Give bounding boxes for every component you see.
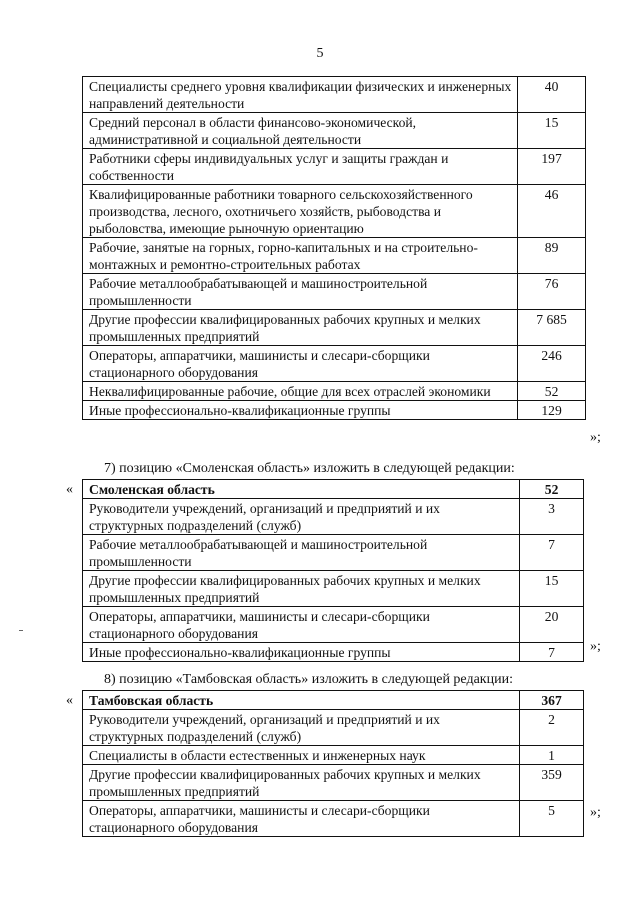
opening-quote: « xyxy=(66,693,73,708)
table-row xyxy=(83,346,586,382)
profession-group: Специалисты в области естественных и инженерных наук xyxy=(83,746,520,765)
smolensk-table xyxy=(82,479,584,662)
profession-group: Операторы, аппаратчики, машинисты и слесари-сборщики стационарного оборудования xyxy=(83,801,520,837)
region-name: Тамбовская область xyxy=(83,691,520,710)
quota-count: 1 xyxy=(520,746,584,765)
table-row xyxy=(83,77,586,113)
quota-count: 89 xyxy=(518,238,586,274)
closing-quote: »; xyxy=(590,639,601,654)
quota-count: 7 685 xyxy=(518,310,586,346)
professions-table-continued xyxy=(82,76,586,420)
table-row xyxy=(83,535,584,571)
table-row xyxy=(83,274,586,310)
profession-group: Иные профессионально-квалификационные группы xyxy=(83,643,520,662)
quota-count: 15 xyxy=(518,113,586,149)
quota-count: 129 xyxy=(518,401,586,420)
section-8-intro: 8) позицию «Тамбовская область» изложить в следующей редакции: xyxy=(104,672,513,687)
opening-quote: « xyxy=(66,482,73,497)
profession-group: Неквалифицированные рабочие, общие для всех отраслей экономики xyxy=(83,382,518,401)
quota-count: 197 xyxy=(518,149,586,185)
table-row xyxy=(83,801,584,837)
quota-count: 5 xyxy=(520,801,584,837)
table-row xyxy=(83,571,584,607)
quota-count: 46 xyxy=(518,185,586,238)
margin-mark xyxy=(19,630,23,631)
table-row xyxy=(83,746,584,765)
table-row xyxy=(83,310,586,346)
quota-count: 40 xyxy=(518,77,586,113)
quota-count: 246 xyxy=(518,346,586,382)
profession-group: Квалифицированные работники товарного сельскохозяйственного производства, лесного, охотничьего хозяйств, рыбоводства и рыболовства, имеющие рыночную ориентацию xyxy=(83,185,518,238)
quota-count: 7 xyxy=(520,535,584,571)
table-row xyxy=(83,113,586,149)
quota-count: 3 xyxy=(520,499,584,535)
table-row xyxy=(83,185,586,238)
quota-count: 20 xyxy=(520,607,584,643)
region-total: 52 xyxy=(520,480,584,499)
profession-group: Руководители учреждений, организаций и предприятий и их структурных подразделений (служб) xyxy=(83,710,520,746)
table-row xyxy=(83,710,584,746)
profession-group: Рабочие металлообрабатывающей и машиностроительной промышленности xyxy=(83,535,520,571)
table-header-row xyxy=(83,691,584,710)
profession-group: Рабочие, занятые на горных, горно-капитальных и на строительно-монтажных и ремонтно-строительных работах xyxy=(83,238,518,274)
quota-count: 52 xyxy=(518,382,586,401)
table-row xyxy=(83,643,584,662)
table-row xyxy=(83,607,584,643)
table-row xyxy=(83,238,586,274)
profession-group: Рабочие металлообрабатывающей и машиностроительной промышленности xyxy=(83,274,518,310)
profession-group: Работники сферы индивидуальных услуг и защиты граждан и собственности xyxy=(83,149,518,185)
quota-count: 15 xyxy=(520,571,584,607)
profession-group: Операторы, аппаратчики, машинисты и слесари-сборщики стационарного оборудования xyxy=(83,607,520,643)
profession-group: Иные профессионально-квалификационные группы xyxy=(83,401,518,420)
table-row xyxy=(83,499,584,535)
tambov-table xyxy=(82,690,584,837)
profession-group: Специалисты среднего уровня квалификации физических и инженерных направлений деятельности xyxy=(83,77,518,113)
profession-group: Операторы, аппаратчики, машинисты и слесари-сборщики стационарного оборудования xyxy=(83,346,518,382)
region-total: 367 xyxy=(520,691,584,710)
closing-quote: »; xyxy=(590,430,601,445)
table-body xyxy=(83,691,584,837)
table-body xyxy=(83,77,586,420)
quota-count: 76 xyxy=(518,274,586,310)
table-row xyxy=(83,382,586,401)
table-header-row xyxy=(83,480,584,499)
profession-group: Другие профессии квалифицированных рабочих крупных и мелких промышленных предприятий xyxy=(83,310,518,346)
table-row xyxy=(83,149,586,185)
profession-group: Средний персонал в области финансово-экономической, административной и социальной деятельности xyxy=(83,113,518,149)
quota-count: 7 xyxy=(520,643,584,662)
profession-group: Другие профессии квалифицированных рабочих крупных и мелких промышленных предприятий xyxy=(83,765,520,801)
quota-count: 2 xyxy=(520,710,584,746)
profession-group: Другие профессии квалифицированных рабочих крупных и мелких промышленных предприятий xyxy=(83,571,520,607)
page-number: 5 xyxy=(316,46,324,61)
closing-quote: »; xyxy=(590,805,601,820)
section-7-intro: 7) позицию «Смоленская область» изложить в следующей редакции: xyxy=(104,461,515,476)
table-body xyxy=(83,480,584,662)
table-row xyxy=(83,401,586,420)
region-name: Смоленская область xyxy=(83,480,520,499)
profession-group: Руководители учреждений, организаций и предприятий и их структурных подразделений (служб) xyxy=(83,499,520,535)
quota-count: 359 xyxy=(520,765,584,801)
table-row xyxy=(83,765,584,801)
